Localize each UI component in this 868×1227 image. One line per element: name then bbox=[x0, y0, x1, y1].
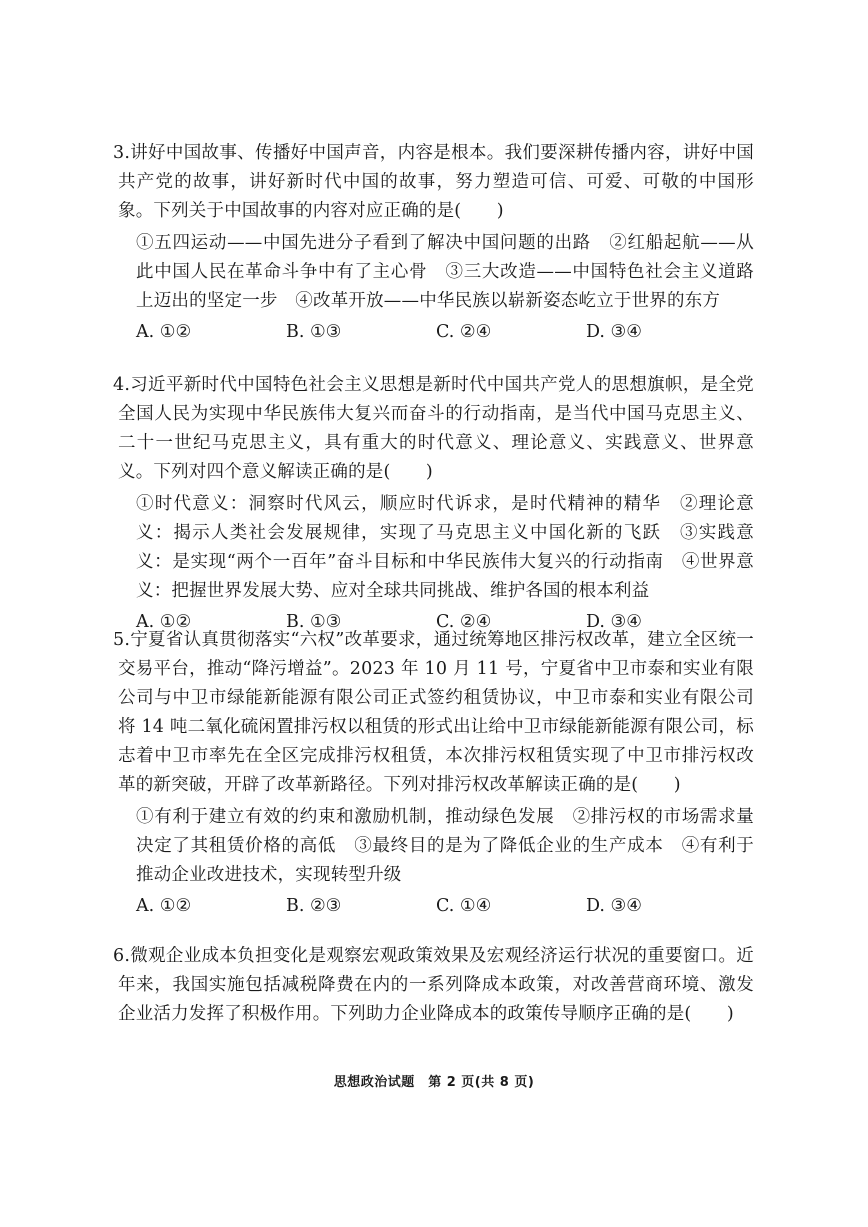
question-4 bbox=[113, 371, 754, 637]
option-d[interactable]: D. ③④ bbox=[586, 896, 642, 916]
option-b[interactable]: B. ①③ bbox=[286, 322, 342, 342]
question-stem bbox=[113, 371, 754, 487]
option-b[interactable]: B. ①③ bbox=[286, 612, 342, 632]
question-6 bbox=[113, 942, 754, 1029]
option-c[interactable]: C. ②④ bbox=[436, 322, 492, 342]
question-text: 讲好中国故事、传播好中国声音，内容是根本。我们要深耕传播内容，讲好中国共产党的故事，讲好新时代中国的故事，努力塑造可信、可爱、可敬的中国形象。下列关于中国故事的内容对应正确的是( ) bbox=[118, 143, 754, 221]
option-b[interactable]: B. ②③ bbox=[286, 896, 342, 916]
question-text: 宁夏省认真贯彻落实“六权”改革要求，通过统筹地区排污权改革，建立全区统一交易平台，推动“降污增益”。2023 年 10 月 11 号，宁夏省中卫市泰和实业有限公司与中卫市绿能新能源有限公司正式签约租赁协议，中卫市泰和实业有限公司将 14 吨二氧化硫闲置排污权以租赁的形式出让给中卫市绿能新能源有限公司，标志着中卫市率先在全区完成排污权租赁，本次排污权租赁实现了中卫市排污权改革的新突破，开辟了改革新路径。下列对排污权改革解读正确的是( ) bbox=[118, 630, 754, 795]
question-statements: ①时代意义：洞察时代风云，顺应时代诉求，是时代精神的精华 ②理论意义：揭示人类社会发展规律，实现了马克思主义中国化新的飞跃 ③实践意义：是实现“两个一百年”奋斗目标和中华民族伟大复兴的行动指南 ④世界意义：把握世界发展大势、应对全球共同挑战、维护各国的根本利益 bbox=[136, 494, 754, 601]
option-a[interactable]: A. ①② bbox=[136, 322, 192, 342]
question-number: 4. bbox=[113, 375, 131, 395]
option-d[interactable]: D. ③④ bbox=[586, 322, 642, 342]
question-stem bbox=[113, 139, 754, 226]
question-3 bbox=[113, 139, 754, 347]
answer-options bbox=[118, 318, 754, 347]
answer-options bbox=[118, 892, 754, 921]
question-stem bbox=[113, 626, 754, 800]
option-a[interactable]: A. ①② bbox=[136, 896, 192, 916]
option-d[interactable]: D. ③④ bbox=[586, 612, 642, 632]
question-statements: ①有利于建立有效的约束和激励机制，推动绿色发展 ②排污权的市场需求量决定了其租赁价格的高低 ③最终目的是为了降低企业的生产成本 ④有利于推动企业改进技术，实现转型升级 bbox=[136, 807, 754, 885]
question-text: 微观企业成本负担变化是观察宏观政策效果及宏观经济运行状况的重要窗口。近年来，我国实施包括减税降费在内的一系列降成本政策，对改善营商环境、激发企业活力发挥了积极作用。下列助力企业降成本的政策传导顺序正确的是( ) bbox=[118, 946, 754, 1024]
question-number: 6. bbox=[113, 946, 131, 966]
question-stem bbox=[113, 942, 754, 1029]
question-statements: ①五四运动——中国先进分子看到了解决中国问题的出路 ②红船起航——从此中国人民在革命斗争中有了主心骨 ③三大改造——中国特色社会主义道路上迈出的坚定一步 ④改革开放——中华民族以崭新姿态屹立于世界的东方 bbox=[136, 233, 754, 311]
option-c[interactable]: C. ②④ bbox=[436, 612, 492, 632]
question-5 bbox=[113, 626, 754, 921]
question-number: 3. bbox=[113, 143, 131, 163]
question-number: 5. bbox=[113, 630, 131, 650]
option-a[interactable]: A. ①② bbox=[136, 612, 192, 632]
page-footer: 思想政治试题 第 2 页(共 8 页) bbox=[333, 1075, 535, 1090]
option-c[interactable]: C. ①④ bbox=[436, 896, 492, 916]
question-text: 习近平新时代中国特色社会主义思想是新时代中国共产党人的思想旗帜，是全党全国人民为实现中华民族伟大复兴而奋斗的行动指南，是当代中国马克思主义、二十一世纪马克思主义，具有重大的时代意义、理论意义、实践意义、世界意义。下列对四个意义解读正确的是( ) bbox=[118, 375, 754, 482]
